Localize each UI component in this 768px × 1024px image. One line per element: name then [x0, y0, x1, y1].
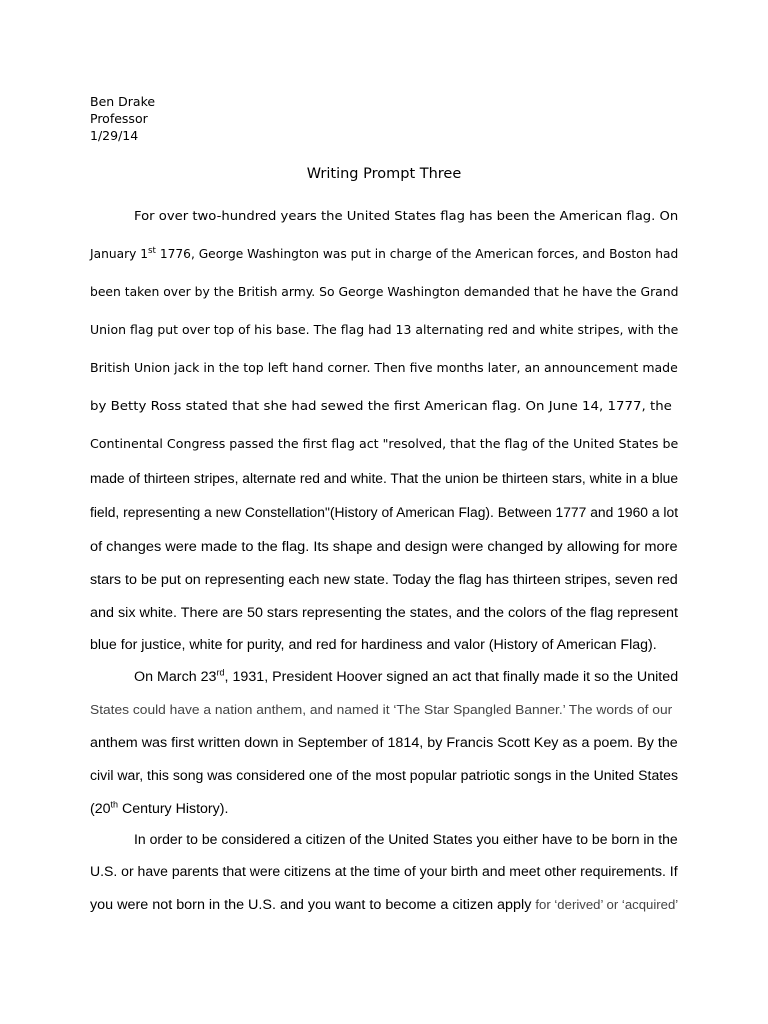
instructor-name: Professor: [90, 111, 148, 126]
text-segment: of changes were made to the flag. Its shape and design were changed by allowing for more: [90, 539, 678, 555]
text-segment: On March 23: [134, 669, 217, 685]
text-line-14: [134, 667, 678, 687]
text-segment: Continental Congress passed the first flag act "resolved, that the flag of the United States be: [90, 436, 679, 451]
text-segment: made of thirteen stripes, alternate red and white. That the union be thirteen stars, white in a blue: [90, 471, 679, 487]
text-line-9: [90, 503, 678, 523]
superscript: th: [110, 799, 119, 810]
text-line-8: [90, 469, 678, 489]
text-segment: 1776, George Washington was put in charge of the American forces, and Boston had: [155, 246, 679, 261]
text-segment: for ‘derived’ or ‘acquired’: [535, 897, 679, 912]
superscript: rd: [216, 667, 225, 678]
text-line-13: [90, 635, 657, 655]
text-line-19: [134, 830, 678, 850]
text-line-4: [90, 320, 678, 340]
text-segment: civil war, this song was considered one of the most popular patriotic songs in the United States: [90, 768, 679, 784]
text-segment: , 1931, President Hoover signed an act that finally made it so the United: [224, 669, 679, 685]
text-line-11: [90, 570, 678, 590]
essay-title: Writing Prompt Three: [306, 166, 462, 182]
text-segment: blue for justice, white for purity, and red for hardiness and valor (History of American Flag).: [90, 637, 657, 653]
text-segment: stars to be put on representing each new state. Today the flag has thirteen stripes, seven red: [90, 572, 678, 588]
text-segment: and six white. There are 50 stars representing the states, and the colors of the flag represent: [90, 605, 678, 621]
text-line-20: [90, 862, 678, 882]
text-line-3: [90, 282, 678, 302]
text-line-5: [90, 358, 678, 378]
text-segment: anthem was first written down in September of 1814, by Francis Scott Key as a poem. By the: [90, 735, 678, 751]
text-segment: you were not born in the U.S. and you want to become a citizen apply: [90, 897, 536, 913]
text-line-16: [90, 733, 678, 753]
text-segment: Century History).: [118, 801, 229, 817]
superscript: st: [147, 245, 156, 256]
text-line-2: [90, 244, 678, 264]
text-segment: British Union jack in the top left hand corner. Then five months later, an announcement made: [90, 360, 678, 375]
text-segment: States could have a nation anthem, and named it ‘The Star Spangled Banner.’ The words of our: [90, 702, 673, 717]
essay-date: 1/29/14: [90, 128, 139, 143]
text-segment: been taken over by the British army. So George Washington demanded that he have the Grand: [90, 284, 679, 299]
text-segment: (20: [90, 801, 111, 817]
text-segment: U.S. or have parents that were citizens at the time of your birth and meet other requirements. If: [90, 864, 678, 880]
author-name: Ben Drake: [90, 94, 156, 109]
text-line-21: [90, 895, 678, 915]
header-block: [90, 93, 155, 144]
text-line-1: [134, 206, 678, 226]
text-line-15: [90, 700, 672, 720]
text-line-7: [90, 434, 678, 454]
text-line-17: [90, 766, 678, 786]
text-segment: Union flag put over top of his base. The flag had 13 alternating red and white stripes, with the: [90, 322, 679, 337]
text-line-10: [90, 537, 678, 557]
text-segment: field, representing a new Constellation"(History of American Flag). Between 1777 and 1960 a lot: [90, 505, 679, 521]
text-segment: by Betty Ross stated that she had sewed the first American flag. On June 14, 1777, the: [90, 398, 672, 413]
text-segment: For over two-hundred years the United States flag has been the American flag. On: [134, 208, 679, 223]
text-line-12: [90, 603, 678, 623]
text-segment: January 1: [90, 246, 148, 261]
text-line-6: [90, 396, 672, 416]
text-segment: In order to be considered a citizen of the United States you either have to be born in the: [134, 832, 678, 848]
text-line-18: [90, 799, 228, 819]
